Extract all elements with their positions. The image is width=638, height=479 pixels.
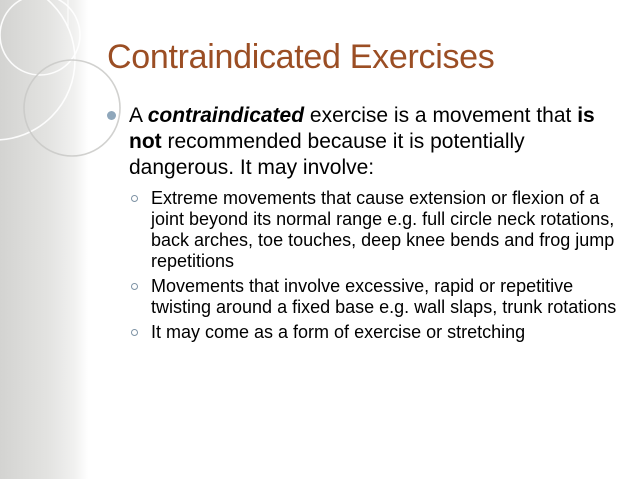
bullet-list xyxy=(107,103,627,347)
decorative-ring-medium xyxy=(24,60,120,156)
sub-bullet-item xyxy=(129,188,627,272)
bold-phrase: is not xyxy=(129,104,595,153)
main-bullet-text-1: A xyxy=(129,104,148,127)
sub-bullet-list xyxy=(129,188,627,343)
main-bullet-text-3: recommended because it is potentially dangerous. It may involve: xyxy=(129,130,525,179)
slide-title: Contraindicated Exercises xyxy=(107,38,495,76)
sub-bullet-item xyxy=(129,276,627,318)
sub-bullet-text: It may come as a form of exercise or stretching xyxy=(151,322,526,342)
main-bullet-item xyxy=(107,103,627,343)
main-bullet-text-2: exercise is a movement that xyxy=(304,104,578,127)
sub-bullet-item xyxy=(129,322,627,343)
ring-bullet-icon xyxy=(131,283,138,290)
sub-bullet-text: Movements that involve excessive, rapid or repetitive twisting around a fixed base e.g. wall slaps, trunk rotations xyxy=(151,276,617,317)
sub-bullet-text: Extreme movements that cause extension or flexion of a joint beyond its normal range e.g. full circle neck rotations, back arches, toe touches, deep knee bends and frog jump repetitions xyxy=(151,188,615,271)
ring-bullet-icon xyxy=(131,195,138,202)
emphasis-term: contraindicated xyxy=(147,104,305,127)
ring-bullet-icon xyxy=(131,329,138,336)
decorative-ring-large xyxy=(0,0,75,140)
bullet-dot-icon xyxy=(107,111,116,120)
